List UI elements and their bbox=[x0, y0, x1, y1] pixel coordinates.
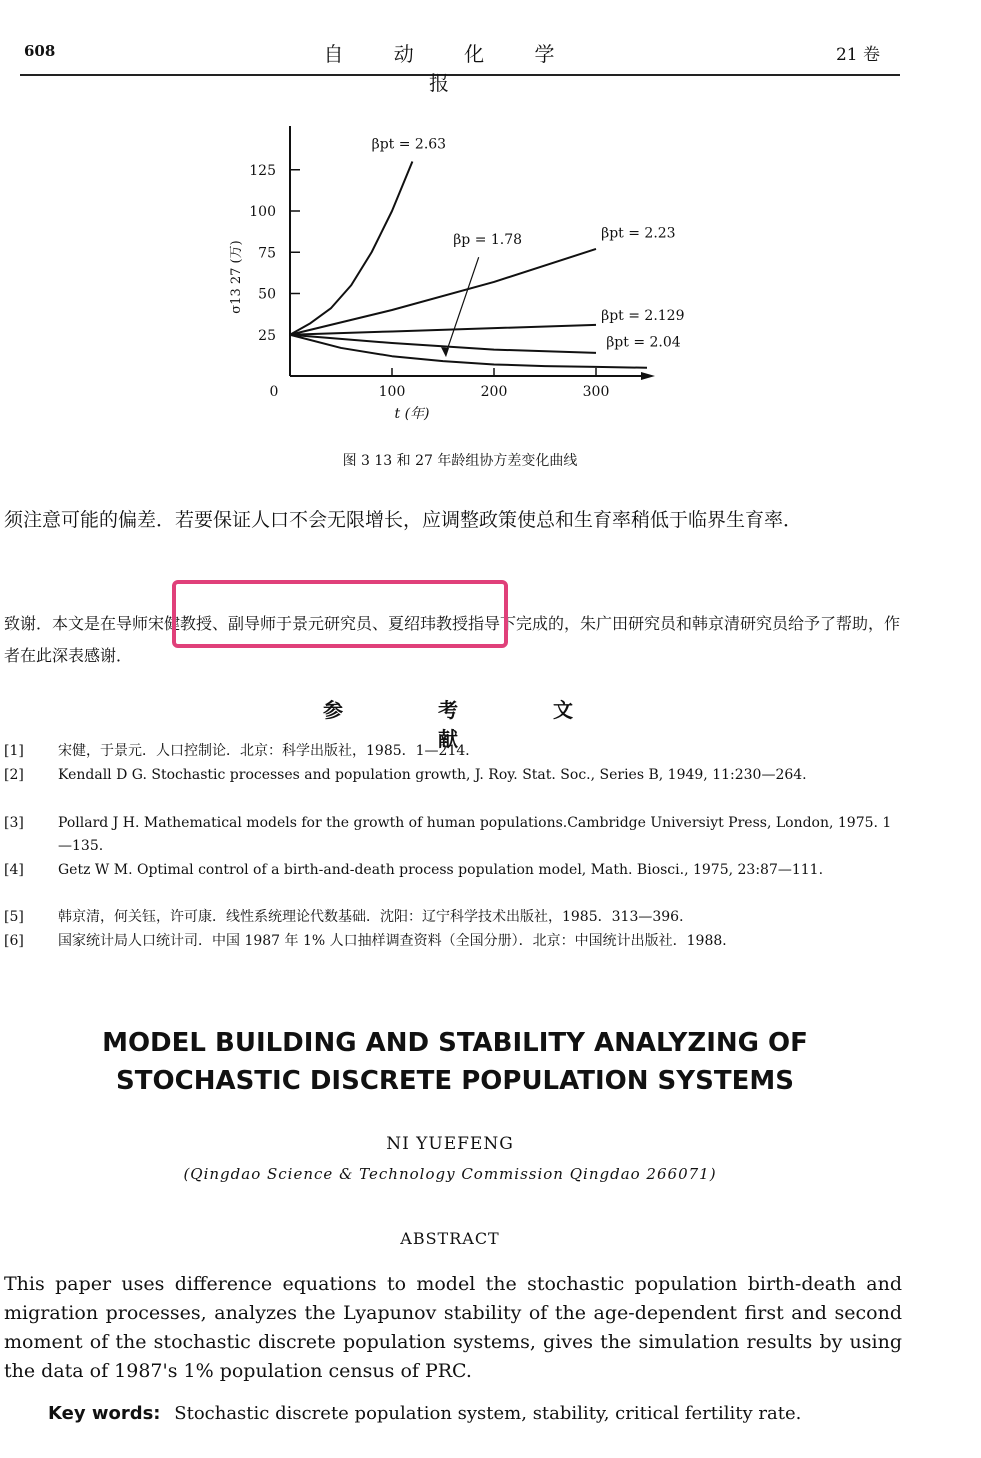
reference-item bbox=[4, 859, 904, 882]
references-title: 参 考 文 献 bbox=[323, 698, 617, 751]
english-title-line1: MODEL BUILDING AND STABILITY ANALYZING OF bbox=[102, 1028, 808, 1058]
covariance-chart bbox=[220, 120, 685, 430]
english-title-line2: STOCHASTIC DISCRETE POPULATION SYSTEMS bbox=[116, 1066, 794, 1096]
series-label: βpt = 2.04 bbox=[606, 334, 681, 351]
series-label: βpt = 2.129 bbox=[601, 307, 685, 324]
x-tick-label: 300 bbox=[582, 384, 610, 400]
y-axis-label: σ13 27 (万) bbox=[229, 240, 244, 314]
reference-item bbox=[4, 812, 904, 858]
x-axis-label: t (年) bbox=[394, 406, 430, 422]
reference-text: Getz W M. Optimal control of a birth-and-death process population model, Math. Biosci., 1975, 23:87—111. bbox=[58, 862, 824, 878]
reference-text: Pollard J H. Mathematical models for the growth of human populations.Cambridge Universiyt Press, London, 1975. 1—135. bbox=[58, 815, 892, 854]
y-tick-label: 100 bbox=[249, 204, 276, 220]
abstract-title: ABSTRACT bbox=[400, 1229, 500, 1248]
figure-caption: 图 3 13 和 27 年龄组协方差变化曲线 bbox=[342, 453, 578, 469]
x-tick-label: 100 bbox=[378, 384, 406, 400]
journal-name: 自 动 化 学 报 bbox=[323, 42, 577, 95]
affiliation: (Qingdao Science & Technology Commission Qingdao 266071) bbox=[183, 1165, 717, 1183]
keywords-label: Key words: bbox=[48, 1403, 161, 1424]
x-axis-arrow bbox=[641, 372, 655, 380]
series-label: βpt = 2.23 bbox=[601, 225, 676, 242]
acknowledgement: 致谢．本文是在导师宋健教授、副导师于景元研究员、夏绍玮教授指导下完成的，朱广田研究员和韩京清研究员给予了帮助，作者在此深表感谢． bbox=[4, 614, 901, 665]
keywords-text: Stochastic discrete population system, stability, critical fertility rate. bbox=[174, 1403, 802, 1424]
series-label: βp = 1.78 bbox=[453, 232, 523, 248]
keywords bbox=[4, 1400, 902, 1428]
author-name: NI YUEFENG bbox=[386, 1134, 514, 1154]
reference-item bbox=[4, 740, 904, 763]
reference-text: 宋健，于景元．人口控制论．北京：科学出版社，1985．1—214． bbox=[58, 743, 480, 759]
reference-text: 韩京清，何关钰，许可康．线性系统理论代数基础．沈阳：辽宁科学技术出版社，1985．313—396． bbox=[58, 909, 694, 925]
body-paragraph: 须注意可能的偏差．若要保证人口不会无限增长，应调整政策使总和生育率稍低于临界生育率． bbox=[4, 509, 803, 531]
y-tick-label: 50 bbox=[258, 286, 276, 303]
reference-number: [6] bbox=[4, 933, 24, 949]
reference-item bbox=[4, 906, 904, 929]
english-title bbox=[40, 1024, 870, 1100]
x-tick-label: 200 bbox=[480, 384, 508, 400]
volume-label: 21 卷 bbox=[835, 45, 880, 65]
reference-number: [5] bbox=[4, 909, 24, 925]
series-line bbox=[290, 325, 596, 335]
series-line bbox=[290, 249, 596, 335]
reference-item bbox=[4, 930, 904, 953]
x-tick-label: 0 bbox=[269, 384, 279, 400]
highlight-box bbox=[172, 580, 508, 648]
reference-text: 国家统计局人口统计司．中国 1987 年 1% 人口抽样调查资料（全国分册）．北京：中国统计出版社．1988． bbox=[58, 933, 737, 949]
reference-number: [1] bbox=[4, 743, 24, 759]
chart-labels bbox=[229, 136, 685, 422]
page-number: 608 bbox=[24, 42, 56, 60]
annotation-arrow bbox=[446, 257, 479, 353]
annotation-arrowhead bbox=[441, 347, 449, 357]
chart-series bbox=[290, 162, 647, 368]
y-tick-label: 125 bbox=[249, 162, 276, 179]
y-tick-label: 25 bbox=[258, 327, 276, 344]
abstract-text: This paper uses difference equations to model the stochastic population birth-death and migration processes, analyzes the Lyapunov stability of the age-dependent first and second moment of the stochastic discrete population systems, gives the simulation results by using the data of 1987's 1% population census of PRC. bbox=[4, 1273, 902, 1382]
reference-number: [2] bbox=[4, 767, 24, 783]
reference-number: [3] bbox=[4, 815, 24, 831]
reference-text: Kendall D G. Stochastic processes and population growth, J. Roy. Stat. Soc., Series B, 1949, 11:230—264. bbox=[58, 767, 807, 783]
reference-number: [4] bbox=[4, 862, 24, 878]
series-label: βpt = 2.63 bbox=[371, 136, 447, 153]
reference-item bbox=[4, 764, 904, 787]
y-tick-label: 75 bbox=[258, 245, 276, 262]
chart-axes bbox=[290, 126, 655, 380]
